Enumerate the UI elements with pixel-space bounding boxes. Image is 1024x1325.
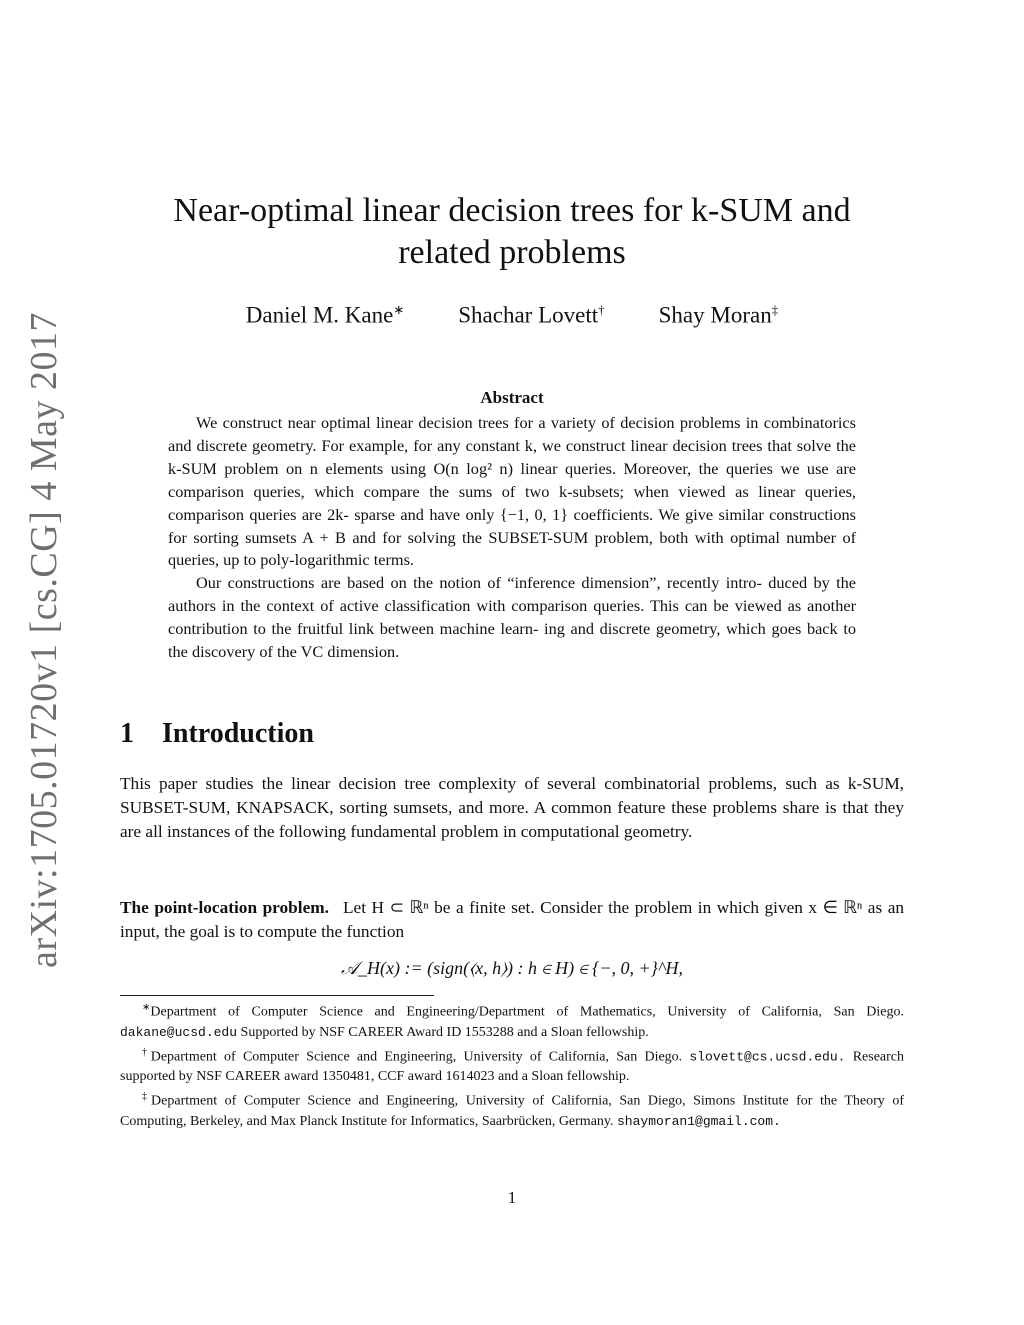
title-line-2: related problems — [398, 234, 626, 271]
footnotes — [120, 998, 904, 1132]
text-line: This can be viewed as another contribution to the fruitful link between machine learn- — [168, 596, 856, 639]
author-lovett — [458, 302, 604, 329]
intro-paragraph — [120, 772, 904, 845]
text-line: as k-SUM, SUBSET-SUM, KNAPSACK, sorting sumsets, and more. A common feature — [120, 774, 905, 818]
footnote-text: Department of Computer Science and Engineering, University of California, San Diego, Simons Institute — [151, 1093, 789, 1109]
email-link[interactable]: slovett@cs.ucsd.edu. — [689, 1049, 846, 1065]
footnote-moran — [120, 1087, 904, 1132]
abstract-paragraph-2 — [168, 572, 856, 664]
author-moran — [659, 302, 779, 329]
text-line: linear queries. Moreover, the queries we use are comparison queries, which compare — [168, 458, 856, 501]
text-line: This paper studies the linear decision tree complexity of several combinatorial problems, such — [120, 774, 817, 793]
footnote-mark: ‡ — [142, 1091, 152, 1103]
footnote-lovett — [120, 1043, 904, 1088]
footnote-kane — [120, 998, 904, 1043]
footnote-mark: ∗ — [142, 1002, 151, 1013]
author-name: Daniel M. Kane — [245, 302, 394, 328]
text-line: We construct near optimal linear decision trees for a variety of decision problems — [196, 413, 741, 432]
text-line: sumsets A + B and for solving the SUBSET-SUM problem, both with optimal number — [245, 527, 837, 547]
section-heading-introduction — [120, 718, 314, 750]
footnote-rule — [120, 995, 434, 996]
text-line: ing and discrete geometry, which goes back to the discovery of the VC dimension. — [168, 619, 856, 662]
author-footnote-mark: † — [598, 302, 605, 317]
author-footnote-mark: ‡ — [771, 302, 779, 317]
abstract-body — [168, 412, 856, 664]
text-line: Our constructions are based on the notion of “inference dimension”, recently intro- — [196, 573, 762, 593]
footnote-mark: † — [142, 1046, 151, 1058]
footnote-text: for the Theory of Computing, Berkeley, and Max Planck Institute for Informatics, Saarbrücken, Germany. — [120, 1093, 905, 1129]
email-link[interactable]: shaymoran1@gmail.com. — [617, 1113, 781, 1129]
text-line: sparse and have only {−1, 0, 1} coefficients. We give similar constructions for sorting — [168, 504, 856, 547]
footnote-text: Supported by NSF CAREER Award ID 1553288 and a Sloan fellowship. — [240, 1024, 649, 1040]
footnote-text: Department of Computer Science and Engineering/Department of Mathematics, University of California, — [150, 1004, 822, 1020]
text-line: in combinatorics and discrete geometry. For example, for any constant k, we construct — [168, 413, 856, 455]
section-number: 1 — [120, 718, 134, 749]
author-list — [120, 302, 904, 329]
author-name: Shachar Lovett — [458, 302, 599, 328]
abstract-paragraph-1 — [168, 412, 856, 572]
text-line: computational geometry. — [520, 822, 693, 842]
display-equation: 𝒜_H(x) := (sign(⟨x, h⟩) : h ∈ H) ∈ {−, 0, +}^H, — [341, 958, 683, 978]
email-link[interactable]: dakane@ucsd.edu — [120, 1024, 238, 1040]
text-line: Let H ⊂ ℝⁿ be a finite set. Consider the problem in — [342, 898, 712, 917]
section-title: Introduction — [162, 718, 314, 749]
author-footnote-mark: ∗ — [393, 302, 405, 317]
title-line-1: Near-optimal linear decision trees for k-SUM and — [173, 192, 851, 229]
author-kane — [246, 302, 404, 329]
footnote-text: Research supported by NSF CAREER award 1350481, CCF award 1614023 and a — [120, 1049, 904, 1085]
point-location-text — [120, 896, 904, 944]
text-line: of queries, up to poly-logarithmic terms. — [168, 527, 857, 570]
introduction-body — [120, 772, 904, 845]
arxiv-id: arXiv:1705.01720v1 [cs.CG] 4 May 2017 — [23, 312, 66, 968]
paper-title — [120, 190, 904, 274]
text-line: which given x ∈ ℝⁿ as an input, the goal is to compute the function — [120, 898, 905, 942]
arxiv-stamp — [10, 312, 78, 968]
abstract-heading: Abstract — [480, 388, 544, 407]
point-location-paragraph — [120, 896, 904, 944]
text-line: duced by the authors in the context of active classification with comparison queries. — [168, 573, 856, 616]
paragraph-runin-heading: The point-location problem. — [120, 898, 329, 917]
footnote-text: San Diego. — [833, 1004, 905, 1020]
author-name: Shay Moran — [658, 302, 772, 328]
footnote-text: Department of Computer Science and Engineering, University of California, San Diego. — [150, 1049, 683, 1065]
text-line: linear decision trees that solve the k-SUM problem on n elements using O(n log² n) — [168, 435, 856, 478]
text-line: the sums of two k-subsets; when viewed as linear queries, comparison queries are 2k- — [168, 481, 857, 524]
text-line: these problems share is that they are all instances of the following fundamental problem in — [120, 798, 904, 842]
page-number: 1 — [507, 1188, 517, 1207]
footnote-text: Sloan fellowship. — [531, 1069, 630, 1085]
